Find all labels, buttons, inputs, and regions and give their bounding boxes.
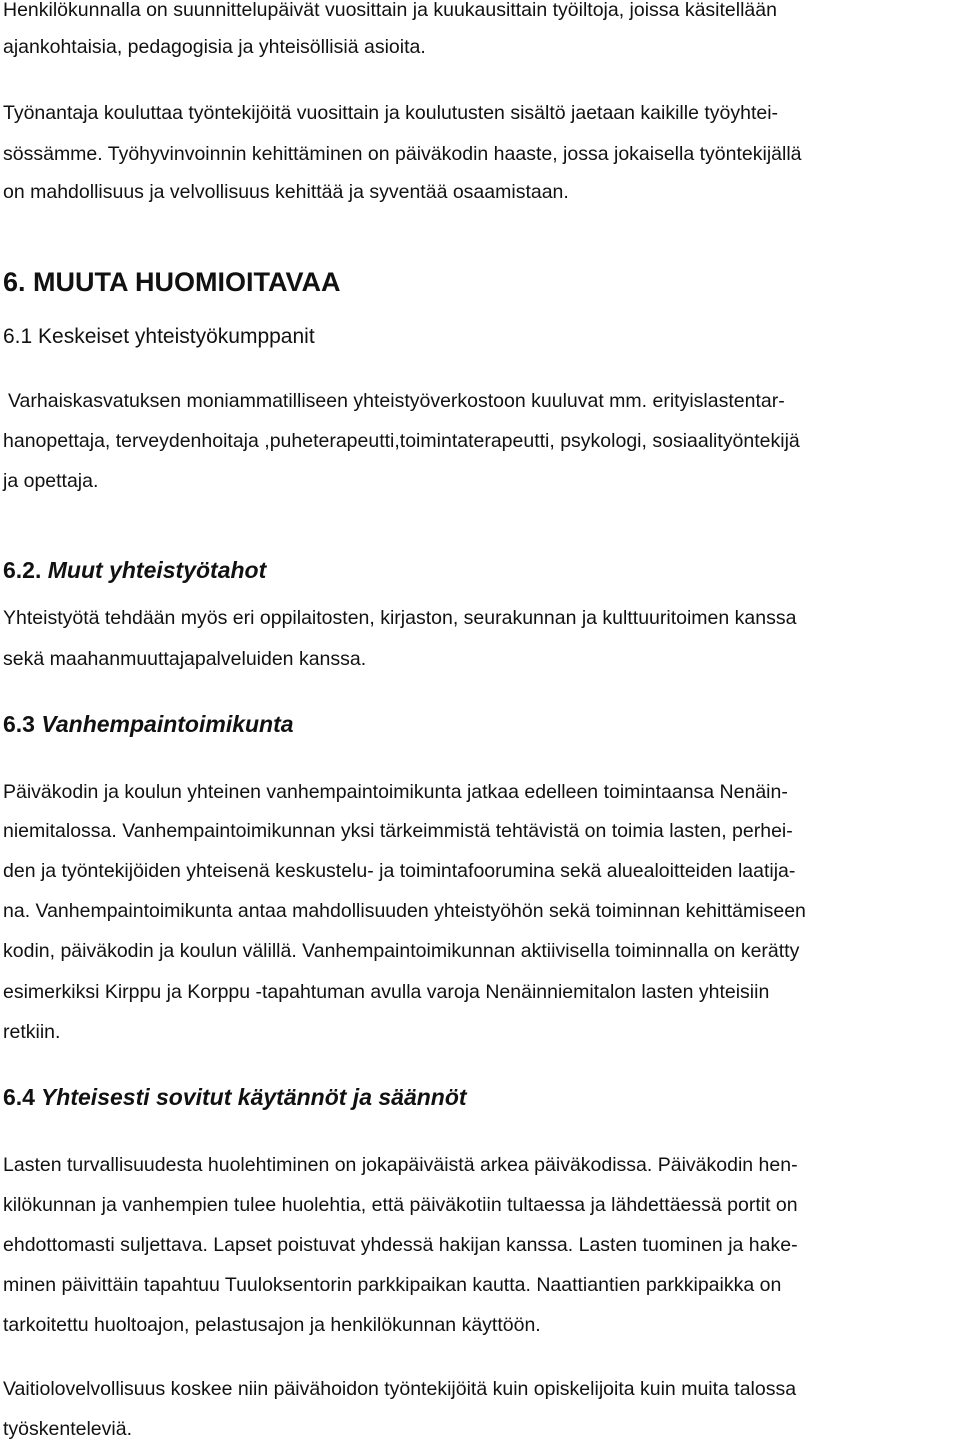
section-6-2-line-1: Yhteistyötä tehdään myös eri oppilaitosten, kirjaston, seurakunnan ja kulttuuritoimen kanssa [3,607,797,629]
intro-line-5: on mahdollisuus ja velvollisuus kehittää ja syventää osaamistaan. [3,181,569,203]
intro-line-2: ajankohtaisia, pedagogisia ja yhteisöllisiä asioita. [3,36,426,58]
section-6-4-p1-line-3: ehdottomasti suljettava. Lapset poistuvat yhdessä hakijan kanssa. Lasten tuominen ja hake- [3,1234,798,1256]
section-6-1-line-1: Varhaiskasvatuksen moniammatilliseen yhteistyöverkostoon kuuluvat mm. erityislastentar- [8,390,785,412]
section-6-3-line-4: na. Vanhempaintoimikunta antaa mahdollisuuden yhteistyöhön sekä toiminnan kehittämiseen [3,900,806,922]
section-6-4-p1-line-1: Lasten turvallisuudesta huolehtiminen on jokapäiväistä arkea päiväkodissa. Päiväkodin hen- [3,1154,798,1176]
section-6-2-line-2: sekä maahanmuuttajapalveluiden kanssa. [3,648,367,670]
section-6-4-heading [3,1083,467,1111]
section-6-4-p2-line-2: työskenteleviä. [3,1418,132,1440]
section-6-3-line-5: kodin, päiväkodin ja koulun välillä. Vanhempaintoimikunnan aktiivisella toiminnalla on kerätty [3,940,800,962]
section-6-1-line-3: ja opettaja. [3,470,99,492]
intro-line-1: Henkilökunnalla on suunnittelupäivät vuosittain ja kuukausittain työiltoja, joissa käsitellään [3,0,777,21]
section-6-3-title: Vanhempaintoimikunta [34,711,294,737]
section-6-3-line-7: retkiin. [3,1021,61,1043]
section-6-3-number: 6.3 [3,711,35,737]
section-6-2-title: Muut yhteistyötahot [41,557,267,583]
section-6-3-line-6: esimerkiksi Kirppu ja Korppu -tapahtuman avulla varoja Nenäinniemitalon lasten yhteisiin [3,981,770,1003]
section-6-1-heading: 6.1 Keskeiset yhteistyökumppanit [3,325,315,348]
section-6-4-p2-line-1: Vaitiolovelvollisuus koskee niin päivähoidon työntekijöitä kuin opiskelijoita kuin muita talossa [3,1378,797,1400]
section-6-4-p1-line-5: tarkoitettu huoltoajon, pelastusajon ja henkilökunnan käyttöön. [3,1314,541,1336]
section-6-4-number: 6.4 [3,1084,35,1110]
section-6-heading: 6. MUUTA HUOMIOITAVAA [3,267,341,297]
section-6-2-number: 6.2. [3,557,42,583]
section-6-3-heading [3,710,294,738]
section-6-4-p1-line-2: kilökunnan ja vanhempien tulee huolehtia, että päiväkotiin tultaessa ja lähdettäessä portit on [3,1194,798,1216]
section-6-4-p1-line-4: minen päivittäin tapahtuu Tuuloksentorin parkkipaikan kautta. Naattiantien parkkipaikka on [3,1274,782,1296]
section-6-4-title: Yhteisesti sovitut käytännöt ja säännöt [34,1084,467,1110]
section-6-1-line-2: hanopettaja, terveydenhoitaja ,puheterapeutti,toimintaterapeutti, psykologi, sosiaalityöntekijä [3,430,800,452]
section-6-2-heading [3,556,266,584]
section-6-3-line-1: Päiväkodin ja koulun yhteinen vanhempaintoimikunta jatkaa edelleen toimintaansa Nenäin- [3,781,788,803]
intro-line-4: sössämme. Työhyvinvoinnin kehittäminen on päiväkodin haaste, jossa jokaisella työntekijällä [3,143,802,165]
section-6-3-line-3: den ja työntekijöiden yhteisenä keskustelu- ja toimintafoorumina sekä aluealoitteiden laatija- [3,860,796,882]
intro-line-3: Työnantaja kouluttaa työntekijöitä vuosittain ja koulutusten sisältö jaetaan kaikille työyhtei- [3,102,779,124]
section-6-3-line-2: niemitalossa. Vanhempaintoimikunnan yksi tärkeimmistä tehtävistä on toimia lasten, perhei- [3,820,793,842]
